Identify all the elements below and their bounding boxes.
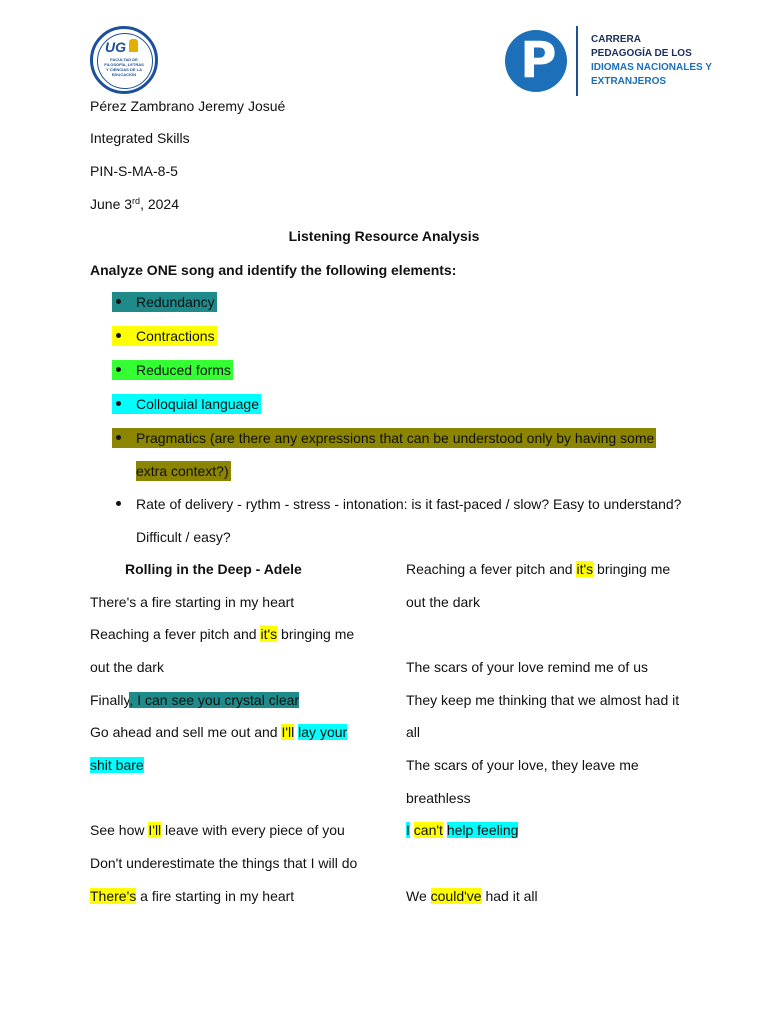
document-title: Listening Resource Analysis — [288, 228, 480, 244]
lyric-line: The scars of your love remind me of us — [406, 659, 648, 675]
bullet — [116, 367, 121, 372]
element-rate-cont: Difficult / easy? — [136, 529, 231, 545]
element-colloquial: Colloquial language — [112, 394, 261, 414]
date: June 3rd, 2024 — [90, 196, 179, 212]
career-p-logo: P — [505, 30, 567, 92]
ug-mark: UG — [105, 39, 126, 55]
bullet — [116, 501, 121, 506]
lyric-line: Reaching a fever pitch and it's bringing me — [90, 626, 355, 642]
element-pragmatics: Pragmatics (are there any expressions that can be understood only by having some — [112, 428, 656, 448]
lyric-line: See how I'll leave with every piece of you — [90, 822, 345, 838]
bullet — [116, 435, 121, 440]
career-name: IDIOMAS NACIONALES Y — [591, 62, 712, 73]
lyric-line: I can't help feeling — [406, 822, 519, 838]
course-code: PIN-S-MA-8-5 — [90, 163, 178, 179]
career-name: EXTRANJEROS — [591, 76, 667, 87]
career-name: CARRERA — [591, 34, 641, 45]
lyric-line: The scars of your love, they leave me — [406, 757, 639, 773]
song-title: Rolling in the Deep - Adele — [125, 561, 302, 577]
lyric-line: Don't underestimate the things that I will do — [90, 855, 358, 871]
element-contractions: Contractions — [112, 326, 217, 346]
lyric-line: We could've had it all — [406, 888, 538, 904]
lyric-line: breathless — [406, 790, 471, 806]
element-rate: Rate of delivery - rythm - stress - intonation: is it fast-paced / slow? Easy to understand? — [136, 496, 682, 512]
bullet — [116, 299, 121, 304]
lyric-line: They keep me thinking that we almost had it — [406, 692, 680, 708]
lyric-line: out the dark — [90, 659, 164, 675]
course-name: Integrated Skills — [90, 130, 190, 146]
bullet — [116, 401, 121, 406]
element-pragmatics-cont: extra context?) — [136, 463, 229, 479]
lyric-line: Go ahead and sell me out and I'll lay your — [90, 724, 348, 740]
lyric-line: Reaching a fever pitch and it's bringing me — [406, 561, 671, 577]
instruction: Analyze ONE song and identify the following elements: — [90, 262, 457, 278]
lyric-line: There's a fire starting in my heart — [90, 888, 295, 904]
seal-text: Y CIENCIAS DE LA — [106, 67, 142, 72]
lyric-line: There's a fire starting in my heart — [90, 594, 295, 610]
bullet — [116, 333, 121, 338]
student-name: Pérez Zambrano Jeremy Josué — [90, 98, 286, 114]
lyric-line: out the dark — [406, 594, 480, 610]
lyric-line: all — [406, 724, 421, 740]
seal-text: EDUCACIÓN — [111, 72, 137, 77]
lyric-line: shit bare — [90, 757, 144, 773]
career-name: PEDAGOGÍA DE LOS — [591, 48, 692, 59]
logo-divider — [576, 26, 578, 96]
seal-text: FACULTAD DE — [110, 57, 138, 62]
lyric-line: Finally, I can see you crystal clear — [90, 692, 300, 708]
seal-text: FILOSOFÍA, LETRAS — [104, 62, 144, 67]
element-reduced-forms: Reduced forms — [112, 360, 233, 380]
seal-figure-icon — [129, 39, 138, 52]
element-redundancy: Redundancy — [112, 292, 217, 312]
university-seal-logo — [90, 26, 158, 94]
